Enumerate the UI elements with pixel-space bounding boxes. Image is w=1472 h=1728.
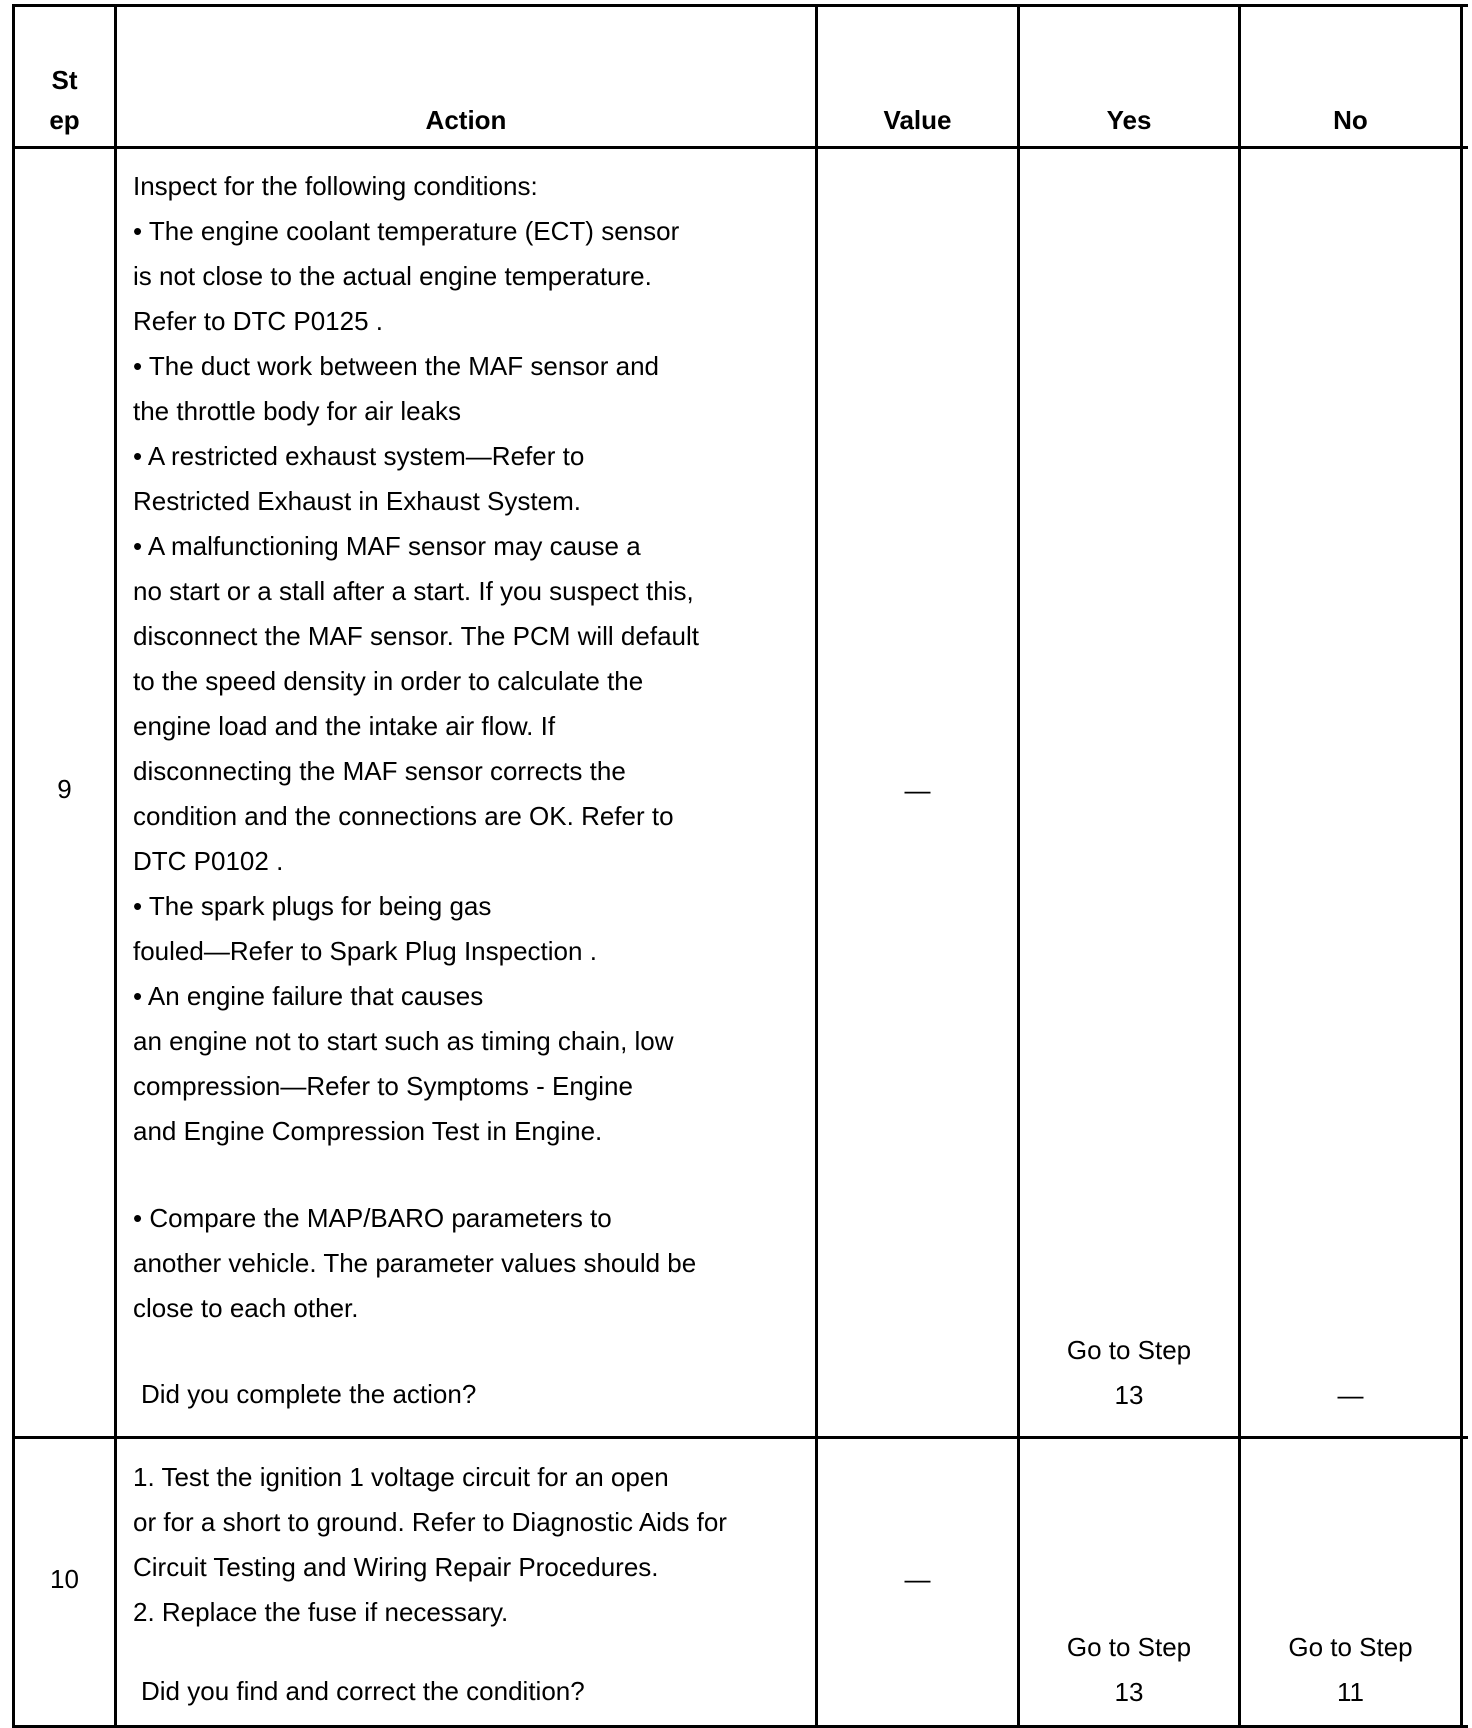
- column-divider-action: [815, 4, 818, 1728]
- header-step: St ep: [49, 65, 80, 135]
- table-border-right: [1460, 4, 1463, 1728]
- column-divider-value: [1017, 4, 1020, 1728]
- action-bullet-line: • The duct work between the MAF sensor and: [133, 351, 660, 381]
- header-yes: Yes: [1106, 105, 1152, 135]
- action-text-step-10: [133, 1455, 808, 1635]
- step-number-10: 10: [50, 1564, 79, 1594]
- action-line: another vehicle. The parameter values should be: [133, 1248, 697, 1278]
- action-line: and Engine Compression Test in Engine.: [133, 1116, 603, 1146]
- yes-goto-step-9: Go to Step 13: [1066, 1335, 1192, 1410]
- action-line: or for a short to ground. Refer to Diagnostic Aids for: [133, 1507, 727, 1537]
- action-line: engine load and the intake air flow. If: [133, 711, 556, 741]
- action-numbered-line: 1. Test the ignition 1 voltage circuit for an open: [133, 1462, 669, 1492]
- step-number-9: 9: [57, 774, 72, 804]
- action-line: to the speed density in order to calculate the: [133, 666, 644, 696]
- action-line: compression—Refer to Symptoms - Engine: [133, 1071, 633, 1101]
- action-line: the throttle body for air leaks: [133, 396, 462, 426]
- action-line: Refer to DTC P0125 .: [133, 306, 383, 336]
- action-line: disconnecting the MAF sensor corrects the: [133, 756, 626, 786]
- action-line: is not close to the actual engine temperature.: [133, 261, 652, 291]
- header-action: Action: [425, 105, 507, 135]
- action-intro: Inspect for the following conditions:: [133, 171, 538, 201]
- action-line: DTC P0102 .: [133, 846, 284, 876]
- action-line: close to each other.: [133, 1293, 359, 1323]
- value-step-10: —: [904, 1564, 931, 1594]
- action-line: disconnect the MAF sensor. The PCM will default: [133, 621, 699, 651]
- action-line: condition and the connections are OK. Refer to: [133, 801, 674, 831]
- column-divider-step: [114, 4, 117, 1728]
- action-bullet-line: • A restricted exhaust system—Refer to: [133, 441, 585, 471]
- row-divider: [12, 1436, 1468, 1439]
- table-border-top: [12, 4, 1468, 7]
- value-step-9: —: [904, 775, 931, 805]
- no-goto-step-10: Go to Step 11: [1288, 1632, 1413, 1707]
- action-text-step-9: [133, 164, 808, 1331]
- action-bullet-line: • A malfunctioning MAF sensor may cause a: [133, 531, 641, 561]
- action-line: fouled—Refer to Spark Plug Inspection .: [133, 936, 597, 966]
- yes-goto-step-10: Go to Step 13: [1066, 1632, 1192, 1707]
- table-border-left: [12, 4, 15, 1728]
- action-line: Circuit Testing and Wiring Repair Procedures.: [133, 1552, 659, 1582]
- action-line: Restricted Exhaust in Exhaust System.: [133, 486, 581, 516]
- action-question-step-10: Did you find and correct the condition?: [141, 1676, 585, 1706]
- column-divider-yes: [1238, 4, 1241, 1728]
- action-line: an engine not to start such as timing chain, low: [133, 1026, 674, 1056]
- action-bullet-line: • The spark plugs for being gas: [133, 891, 492, 921]
- action-question-step-9: Did you complete the action?: [141, 1379, 477, 1409]
- header-divider: [12, 146, 1468, 149]
- action-line: no start or a stall after a start. If you suspect this,: [133, 576, 694, 606]
- header-value: Value: [883, 105, 952, 135]
- no-step-9: —: [1337, 1380, 1364, 1410]
- action-bullet-line: • Compare the MAP/BARO parameters to: [133, 1203, 612, 1233]
- header-no: No: [1333, 105, 1368, 135]
- action-bullet-line: • The engine coolant temperature (ECT) sensor: [133, 216, 680, 246]
- action-numbered-line: 2. Replace the fuse if necessary.: [133, 1597, 509, 1627]
- action-bullet-line: • An engine failure that causes: [133, 981, 484, 1011]
